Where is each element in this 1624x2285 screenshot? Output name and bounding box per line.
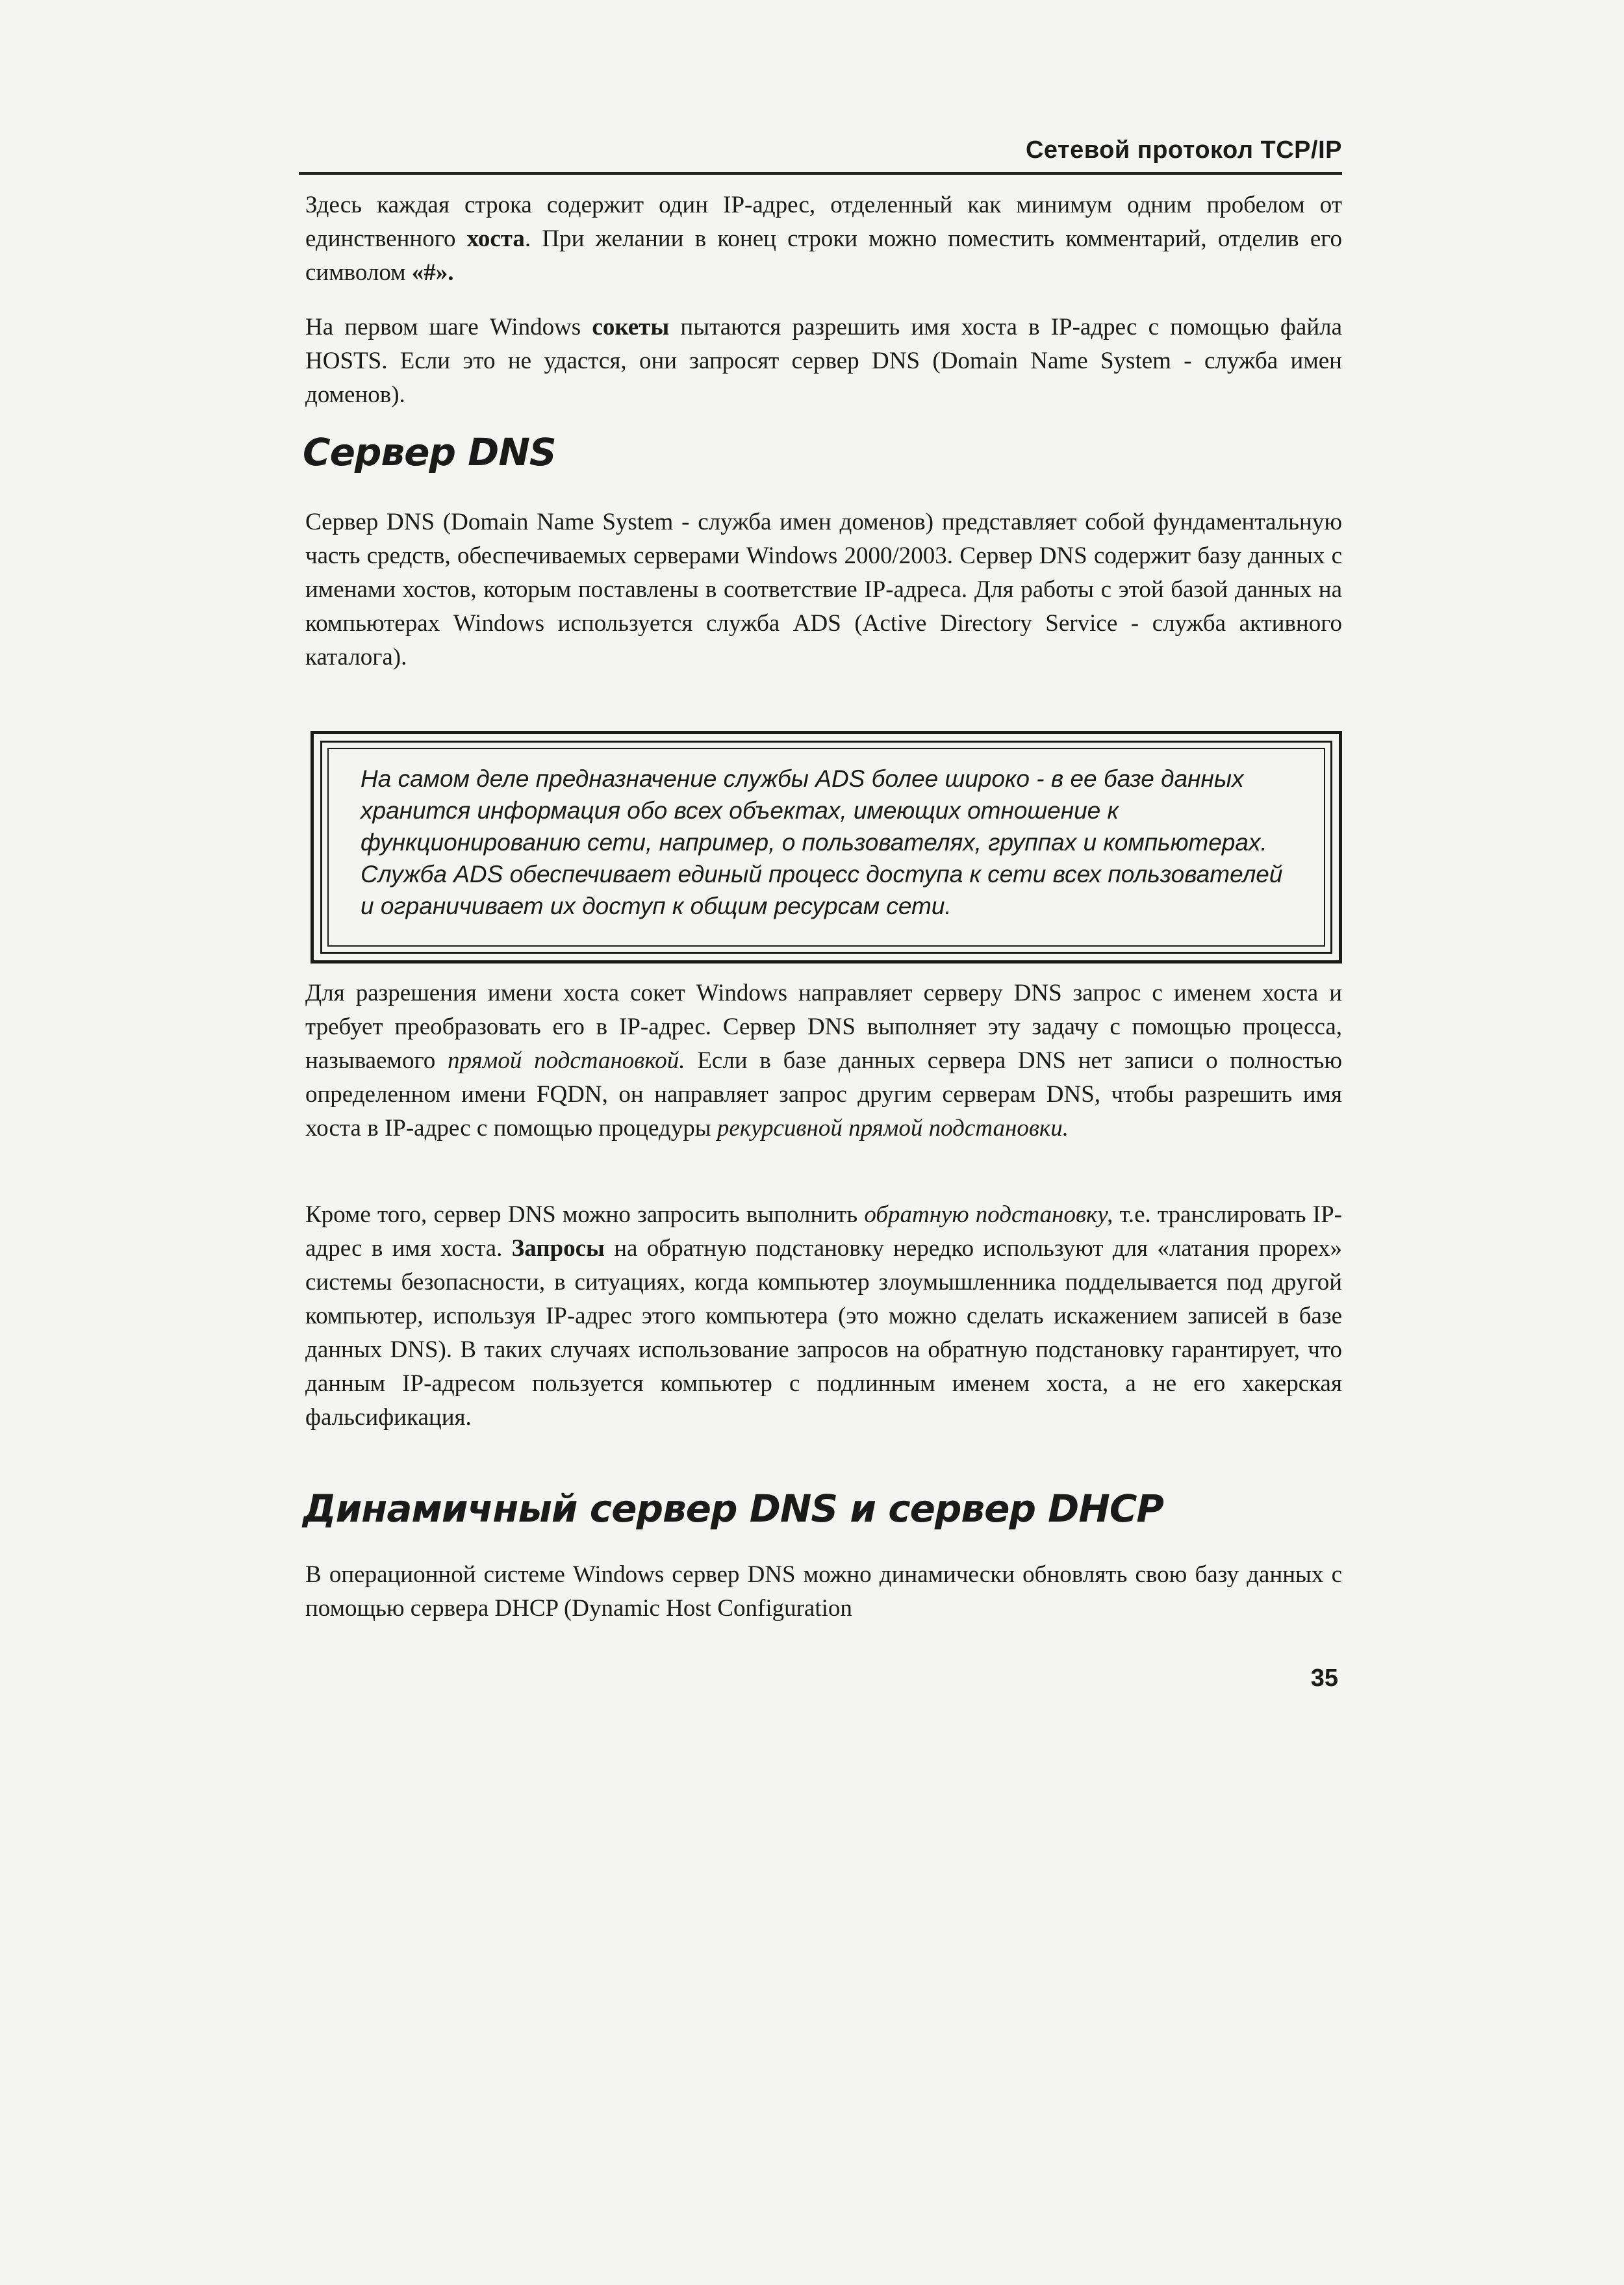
p1-bold: хоста xyxy=(466,225,525,252)
paragraph-dns-intro xyxy=(305,505,1342,674)
p5-bold: Запросы xyxy=(511,1235,605,1262)
note-text: На самом деле предназначение службы ADS более широко - в ее базе данных хранится информация обо всех объектах, имеющих отношение к функционированию сети, например, о пользователях, группах и компьютерах. Служба ADS обеспечивает единый процесс доступа к сети всех пользователей и ограничивает их доступ к общим ресурсам сети. xyxy=(361,765,1283,919)
paragraph-hosts-format xyxy=(305,188,1342,290)
p2-text-b: пытаются разрешить имя хоста в IP-адрес с помощью файла HOSTS. Если это не удастся, они запросят сервер DNS (Domain Name System - служба имен доменов). xyxy=(305,314,1343,408)
p4-text-a: Для разрешения имени хоста сокет Windows направляет серверу DNS запрос с именем хоста и требует преобразовать его в IP-адрес. Сервер DNS выполняет эту задачу с помощью процесса, называемого xyxy=(305,980,1342,1074)
p5-text-a: Кроме того, сервер DNS можно запросить выполнить xyxy=(305,1201,858,1228)
paragraph-forward-lookup xyxy=(305,977,1342,1145)
heading-dns-server: Сервер DNS xyxy=(303,430,556,474)
p1-rest: . При желании в конец строки можно поместить комментарий, отделив его символом xyxy=(305,225,1342,286)
p4-italic-1: прямой подстановкой. xyxy=(448,1047,685,1074)
p5-italic: обратную подстановку, xyxy=(864,1201,1113,1228)
paragraph-hosts-lookup xyxy=(305,311,1342,412)
p4-italic-2: рекурсивной прямой подстановки. xyxy=(717,1115,1069,1142)
paragraph-dynamic-update xyxy=(305,1558,1342,1626)
p5-text-c: на обратную подстановку нередко используют для «латания прорех» системы безопасности, в ситуациях, когда компьютер злоумышленника подделывается под другой компьютер, используя IP-адрес этого компьютера (это можно сделать искажением записей в базе данных DNS). В таких случаях использование запросов на обратную подстановку гарантирует, что данным IP-адресом пользуется компьютер с подлинным именем хоста, а не его хакерская фальсификация. xyxy=(305,1235,1342,1431)
p5-text-b: т.е. транслировать IP-адрес в имя хоста. xyxy=(305,1201,1342,1262)
note-box xyxy=(311,731,1342,964)
p3-text: Сервер DNS (Domain Name System - служба имен доменов) представляет собой фундаментальную часть средств, обеспечиваемых серверами Windows 2000/2003. Сервер DNS содержит базу данных с именами хостов, которым поставлены в соответствие IP-адреса. Для работы с этой базой данных на компьютерах Windows используется служба ADS (Active Directory Service - служба активного каталога). xyxy=(305,509,1342,670)
p1-text: Здесь каждая строка содержит один IP-адрес, отделенный как минимум одним пробелом от единственного xyxy=(305,192,1342,252)
running-head: Сетевой протокол TCP/IP xyxy=(1025,136,1342,164)
p2-text-a: На первом шаге Windows xyxy=(305,314,581,340)
p6-text: В операционной системе Windows сервер DNS можно динамически обновлять свою базу данных с помощью сервера DHCP (Dynamic Host Configuration xyxy=(305,1561,1342,1622)
paragraph-reverse-lookup xyxy=(305,1198,1342,1435)
heading-dynamic-dns-dhcp: Динамичный сервер DNS и сервер DHCP xyxy=(303,1487,1163,1531)
p2-bold: сокеты xyxy=(592,314,670,340)
p1-symbol: «#». xyxy=(411,259,454,286)
page-number: 35 xyxy=(1310,1665,1338,1692)
header-rule xyxy=(299,172,1342,175)
p4-text-b: Если в базе данных сервера DNS нет записи о полностью определенном имени FQDN, он направляет запрос другим серверам DNS, чтобы разрешить имя хоста в IP-адрес с помощью процедуры xyxy=(305,1047,1342,1142)
